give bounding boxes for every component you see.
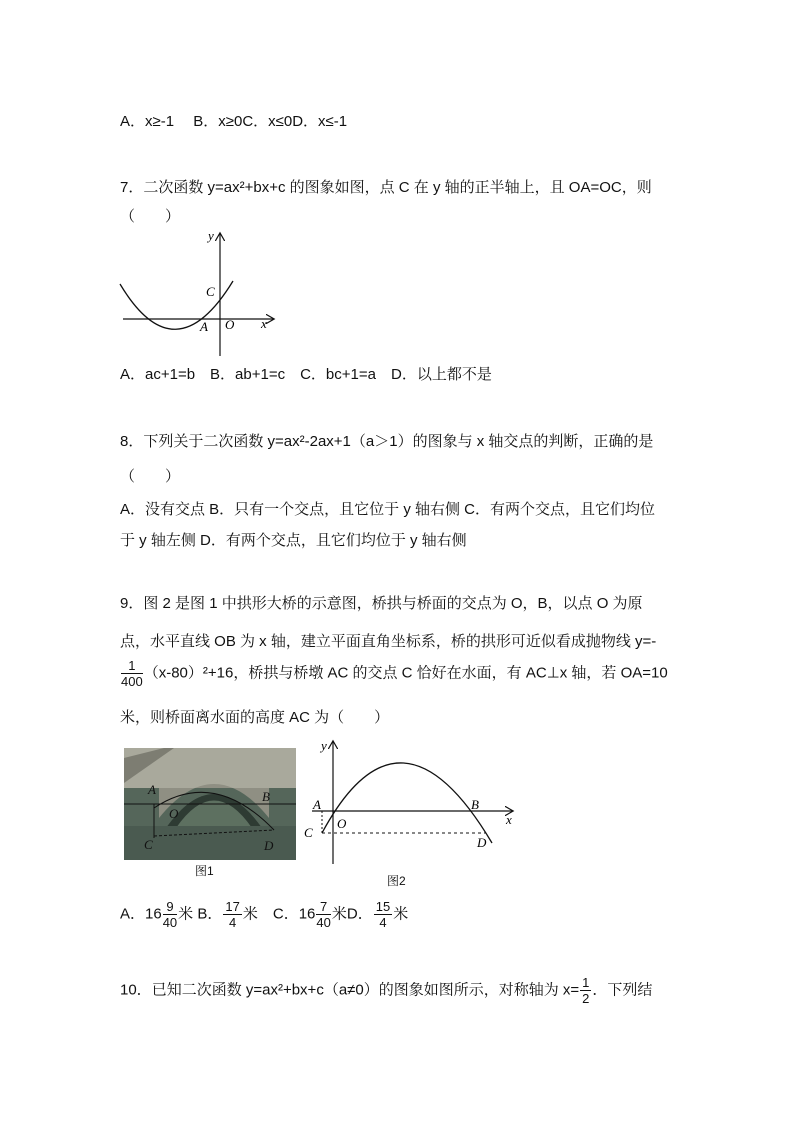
q9-fig2-b: B [471,797,479,812]
q10-number: 10． [120,981,152,999]
q9-figure1-photo [124,748,296,860]
q9-option-d-num: 15 [375,899,391,914]
q9-fig2-o: O [337,816,347,831]
q9-line3-text: （x-80）²+16，桥拱与桥墩 AC 的交点 C 恰好在水面，有 AC⊥x 轴，若 OA=10 [143,664,668,682]
q9-figure2 [300,738,525,870]
q9-option-c-unit: 米 [331,905,347,923]
q9-fig2-y: y [321,738,327,753]
q9-fraction [121,659,143,688]
q9-option-c-frac [316,900,330,929]
q9-fig2-x: x [506,812,512,827]
q10-frac-num: 1 [582,975,590,990]
q9-line4: 米，则桥面离水面的高度 AC 为（ ） [120,709,390,726]
q9-fig1-o: O [169,806,179,821]
q7-c-label: C [206,284,215,299]
q9-line1 [120,592,643,613]
q8-stem [120,430,653,451]
q9-line3 [120,659,668,688]
q9-line2: 点，水平直线 OB 为 x 轴，建立平面直角坐标系，桥的拱形可近似看成抛物线 y=- [120,633,657,650]
q7-parabola [120,281,233,329]
q8-paren: （ ） [120,468,181,485]
q9-fig2-parabola [322,763,492,843]
q9-option-c-num: 7 [316,900,330,915]
q7-stem [120,176,652,197]
q9-fig2-c: C [304,825,313,840]
q9-option-b-den: 4 [228,915,237,930]
q8-stem-text: 下列关于二次函数 y=ax²-2ax+1（a＞1）的图象与 x 轴交点的判断，正确的是 [143,433,654,450]
q7-y-label: y [208,228,214,243]
q9-fig1-caption: 图1 [195,864,214,878]
q8-options-line2: 于 y 轴左侧 D．有两个交点，且它们均位于 y 轴右侧 [120,532,467,549]
q9-fig1-d: D [264,838,274,853]
q9-option-b-frac [223,900,241,929]
q9-option-b-label: B． [193,905,223,923]
q9-fig2-caption: 图2 [387,874,406,888]
q6-options: A．x≥-1 B．x≥0C．x≤0D．x≤-1 [120,113,348,130]
q9-number: 9． [120,595,144,612]
q9-option-a-den: 40 [162,915,178,930]
q7-stem-text: 二次函数 y=ax²+bx+c 的图象如图，点 C 在 y 轴的正半轴上，且 OA=OC，则 [143,179,652,196]
q10-fraction [580,976,591,1005]
q9-option-d-unit: 米 [393,905,409,923]
q7-figure [115,226,285,361]
q9-option-d-label: D． [346,905,373,923]
q9-fig2-a: A [313,797,321,812]
q9-option-a-whole: 16 [145,905,162,923]
q9-frac-den: 400 [121,674,143,689]
q9-option-d-frac [374,900,392,929]
q10-frac-den: 2 [582,991,590,1006]
q9-option-b-num: 17 [225,899,240,914]
q7-o-label: O [225,317,235,332]
q9-line1-text: 图 2 是图 1 中拱形大桥的示意图，桥拱与桥面的交点为 O，B，以点 O 为原 [143,595,643,612]
q7-x-label: x [261,316,267,331]
q10-tail: ．下列结 [592,981,653,999]
q8-number: 8． [120,433,144,450]
q9-fig2-d: D [477,835,487,850]
q9-fig1-b: B [262,789,270,804]
q9-option-d-den: 4 [379,915,387,930]
q9-option-b-unit: 米 [242,905,258,923]
q9-fig1-c: C [144,837,153,852]
q9-fig1-a: A [148,782,156,797]
q9-option-a-num: 9 [163,900,177,915]
q9-option-a-label: A． [120,905,146,923]
q9-option-c-label: C． [257,905,299,923]
q8-options-line1: A．没有交点 B．只有一个交点，且它位于 y 轴右侧 C．有两个交点，且它们均位 [120,501,656,518]
q9-option-c-whole: 16 [298,905,316,923]
q10-stem [120,976,652,1005]
q7-options: A．ac+1=b B．ab+1=c C．bc+1=a D．以上都不是 [120,366,492,383]
q7-paren: （ ） [120,208,181,225]
q7-number: 7． [120,179,144,196]
q9-option-a-unit: 米 [178,905,194,923]
q7-a-label: A [200,319,208,334]
q9-option-a-frac [163,900,177,929]
q9-option-c-den: 40 [316,915,331,930]
q9-frac-num: 1 [121,659,143,674]
q10-stem-text: 已知二次函数 y=ax²+bx+c（a≠0）的图象如图所示，对称轴为 x= [151,981,580,999]
q9-options [120,900,408,929]
